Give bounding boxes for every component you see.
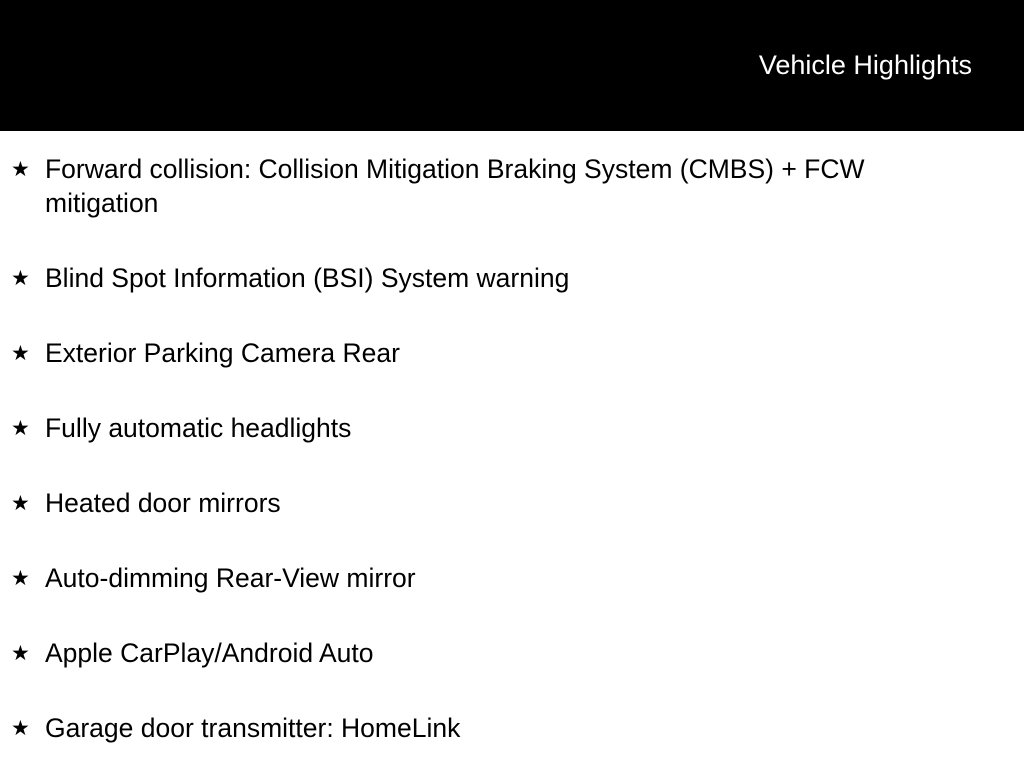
list-item	[0, 411, 1024, 445]
list-item-text: Apple CarPlay/Android Auto	[45, 638, 374, 668]
list-item-text: Garage door transmitter: HomeLink	[45, 713, 461, 743]
star-icon: ★	[11, 566, 30, 590]
list-item	[0, 711, 1024, 745]
page-title: Vehicle Highlights	[758, 50, 972, 80]
list-item	[0, 636, 1024, 670]
list-item	[0, 261, 1024, 295]
list-item	[0, 561, 1024, 595]
star-icon: ★	[11, 157, 30, 181]
star-icon: ★	[11, 716, 30, 740]
star-icon: ★	[11, 266, 30, 290]
list-item	[0, 152, 1024, 220]
list-item-text: Auto-dimming Rear-View mirror	[45, 563, 416, 593]
highlights-list	[0, 152, 1024, 745]
header-bar	[0, 0, 1024, 131]
list-item-text: Heated door mirrors	[45, 488, 281, 518]
list-item-text: Exterior Parking Camera Rear	[45, 338, 400, 368]
list-item-text: Blind Spot Information (BSI) System warning	[45, 263, 570, 293]
list-item	[0, 336, 1024, 370]
star-icon: ★	[11, 416, 30, 440]
star-icon: ★	[11, 491, 30, 515]
list-item-text: Fully automatic headlights	[45, 413, 352, 443]
star-icon: ★	[11, 641, 30, 665]
star-icon: ★	[11, 341, 30, 365]
list-item-text: Forward collision: Collision Mitigation Braking System (CMBS) + FCW mitigation	[45, 154, 865, 218]
list-item	[0, 486, 1024, 520]
